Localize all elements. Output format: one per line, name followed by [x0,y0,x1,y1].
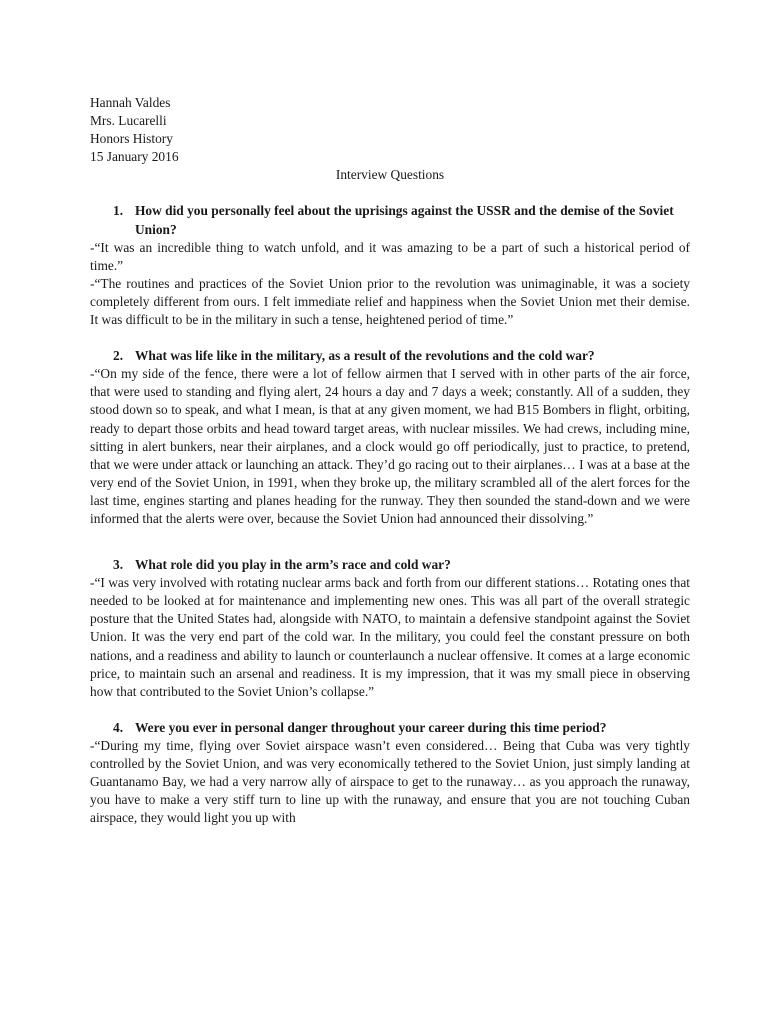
question-text: What was life like in the military, as a result of the revolutions and the cold war? [135,348,595,364]
question-3 [90,556,690,574]
qa-block-1 [90,202,690,329]
qa-block-3 [90,556,690,701]
question-4 [90,719,690,737]
qa-block-4 [90,719,690,828]
question-number: 1. [113,203,124,219]
document-body [90,94,690,827]
document-title: Interview Questions [335,167,445,183]
question-number: 4. [113,719,124,735]
answer-paragraph: -“The routines and practices of the Soviet Union prior to the revolution was unimaginable, it was a society completely different from ours. I felt immediate relief and happiness when the Soviet Union met their demise. It was difficult to be in the military in such a tense, heightened period of time.” [90,275,690,328]
question-2 [90,347,690,365]
answer-paragraph: -“On my side of the fence, there were a lot of fellow airmen that I served with in other parts of the air force, that were used to standing and flying alert, 24 hours a day and 7 days a week; constantly. All of a sudden, they stood down so to speak, and what I mean, is that at any given moment, we had B15 Bombers in flight, orbiting, ready to depart those orbits and head toward target areas, with nuclear missiles. We had crews, including mine, sitting in alert bunkers, near their airplanes, and a clock would go off periodically, just to practice, to pretend, that we were under attack or launching an attack. They’d go racing out to their airplanes… I was at a base at the very end of the Soviet Union, in 1991, when they broke up, the military scrambled all of the alert forces for the last time, engines starting and planes heading for the runway. They then sounded the stand-down and we were informed that the alerts were over, because the Soviet Union had announced their dissolving.” [90,366,690,526]
answer-paragraph: -“It was an incredible thing to watch unfold, and it was amazing to be a part of such a historical period of time.” [90,239,690,273]
question-text: Were you ever in personal danger throughout your career during this time period? [135,719,607,735]
question-text: What role did you play in the arm’s race and cold war? [135,557,451,573]
student-name: Hannah Valdes [90,95,171,110]
teacher-name: Mrs. Lucarelli [90,113,167,129]
question-text: How did you personally feel about the uprisings against the USSR and the demise of the Soviet Union? [135,203,674,237]
qa-block-2 [90,347,690,528]
course-name: Honors History [90,131,173,147]
question-number: 3. [113,557,124,573]
question-number: 2. [113,348,124,364]
answer-paragraph: -“During my time, flying over Soviet airspace wasn’t even considered… Being that Cuba was very tightly controlled by the Soviet Union, and was very economically tethered to the Soviet Union, just simply landing at Guantanamo Bay, we had a very narrow ally of airspace to get to the runaway… as you approach the runaway, you have to make a very stiff turn to line up with the runaway, and ensure that you are not touching Cuban airspace, they would light you up with [90,737,690,826]
question-1 [90,202,690,238]
answer-paragraph: -“I was very involved with rotating nuclear arms back and forth from our different stations… Rotating ones that needed to be looked at for maintenance and implementing new ones. This was all part of the overall strategic posture that the United States had, alongside with NATO, to maintain a defensive standpoint against the Soviet Union. It was the very end part of the cold war. In the military, you could feel the constant pressure on both nations, and a readiness and ability to launch or counterlaunch a nuclear offensive. It comes at a large economic price, to maintain such an arsenal and readiness. It is my impression, that it was my small piece in observing how that contributed to the Soviet Union’s collapse.” [90,575,690,699]
document-date: 15 January 2016 [90,149,179,165]
